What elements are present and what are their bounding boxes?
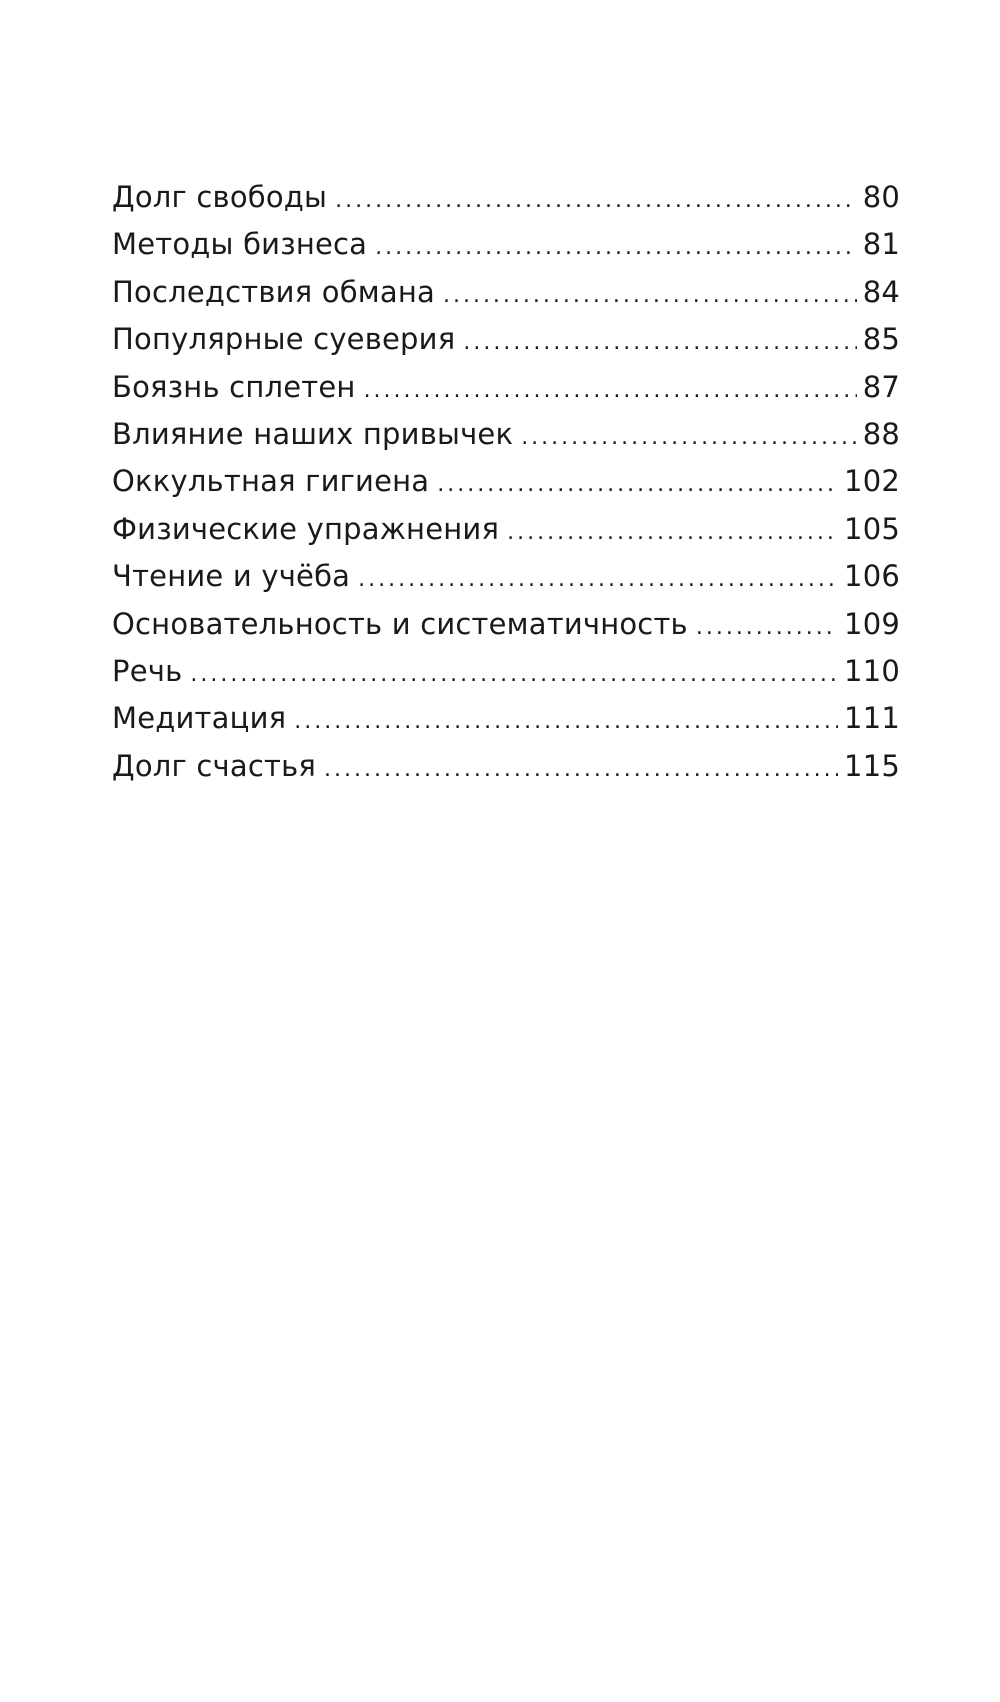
- toc-entry-page-number: 87: [862, 369, 900, 404]
- toc-entry-page-number: 115: [844, 748, 900, 783]
- toc-entry-title: Физические упражнения: [112, 511, 500, 546]
- dot-leader: [521, 425, 857, 450]
- toc-entry-title: Основательность и систематичность: [112, 606, 688, 641]
- toc-entry-title: Методы бизнеса: [112, 227, 368, 262]
- toc-entry-page-number: 105: [844, 511, 900, 546]
- toc-entry-title: Медитация: [112, 701, 287, 736]
- toc-entry-page-number: 106: [844, 559, 900, 594]
- toc-entry: [112, 749, 900, 796]
- toc-entry-page-number: 80: [862, 180, 900, 214]
- toc-entry: [112, 370, 900, 417]
- dot-leader: [358, 567, 838, 592]
- toc-entry-title: Долг свободы: [112, 180, 328, 214]
- dot-leader: [190, 662, 838, 687]
- toc-entry: [112, 417, 900, 464]
- toc-entry-page-number: 111: [844, 701, 900, 736]
- toc-entry: [112, 701, 900, 748]
- toc-entry-page-number: 109: [844, 606, 900, 641]
- toc-entry: [112, 607, 900, 654]
- toc-entry: [112, 654, 900, 701]
- toc-entry-page-number: 110: [844, 653, 900, 688]
- toc-entry-title: Чтение и учёба: [112, 559, 351, 594]
- toc-entry-title: Влияние наших привычек: [112, 416, 514, 451]
- toc-entry-title: Популярные суеверия: [112, 322, 456, 357]
- dot-leader: [294, 709, 838, 734]
- dot-leader: [324, 757, 838, 782]
- dot-leader: [437, 472, 838, 497]
- dot-leader: [463, 330, 856, 355]
- toc-entry-title: Долг счастья: [112, 748, 317, 783]
- toc-entry-page-number: 102: [844, 464, 900, 499]
- toc-entry: [112, 275, 900, 322]
- toc-entry: [112, 180, 900, 227]
- table-of-contents: [112, 180, 900, 796]
- toc-entry-page-number: 81: [862, 227, 900, 262]
- dot-leader: [364, 378, 857, 403]
- toc-entry-page-number: 84: [862, 274, 900, 309]
- toc-entry-title: Боязнь сплетен: [112, 369, 356, 404]
- toc-entry-page-number: 88: [862, 416, 900, 451]
- toc-entry-title: Речь: [112, 653, 183, 688]
- dot-leader: [335, 188, 857, 213]
- dot-leader: [443, 283, 857, 308]
- toc-entry: [112, 227, 900, 274]
- dot-leader: [507, 520, 838, 545]
- toc-entry-title: Последствия обмана: [112, 274, 435, 309]
- dot-leader: [375, 235, 857, 260]
- toc-entry: [112, 512, 900, 559]
- toc-entry: [112, 464, 900, 511]
- toc-entry-title: Оккультная гигиена: [112, 464, 430, 499]
- toc-entry: [112, 322, 900, 369]
- toc-entry: [112, 559, 900, 606]
- toc-entry-page-number: 85: [862, 322, 900, 357]
- dot-leader: [696, 615, 838, 640]
